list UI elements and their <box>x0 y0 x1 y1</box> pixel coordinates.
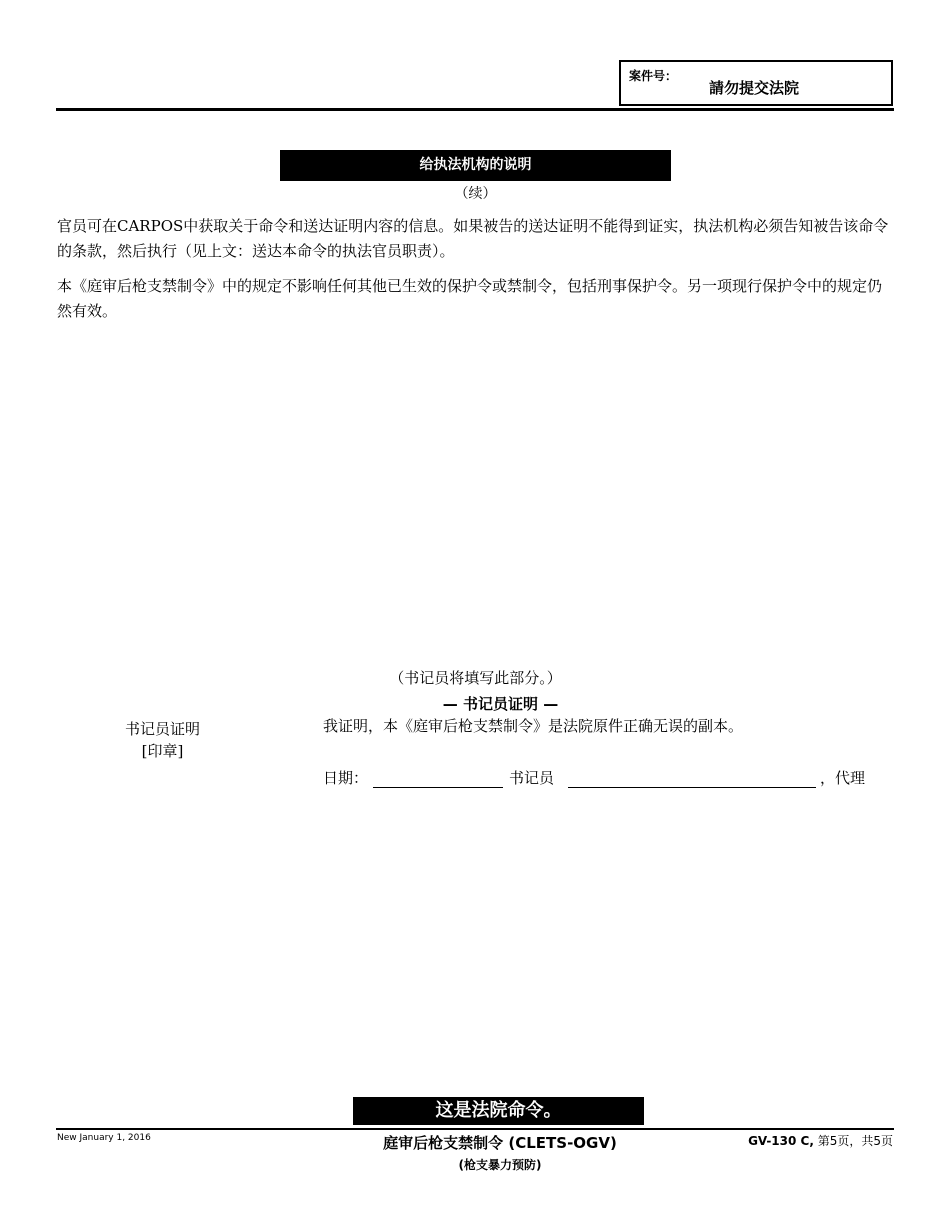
header-rule <box>56 108 894 111</box>
clerk-name-field[interactable] <box>568 787 816 788</box>
form-title: 庭审后枪支禁制令 (CLETS-OGV) <box>383 1134 617 1152</box>
clerk-note: （书记员将填写此部分。） <box>389 669 562 687</box>
footer-rule <box>56 1128 894 1130</box>
case-number-label: 案件号： <box>629 69 678 83</box>
section-title: 给执法机构的说明 <box>280 150 671 181</box>
date-field[interactable] <box>373 787 503 788</box>
case-number-box <box>619 60 893 106</box>
clerk-label: 书记员 <box>509 769 555 787</box>
section-subtitle: （续） <box>454 186 497 202</box>
seal-label-line1: 书记员证明 <box>124 720 200 738</box>
certify-statement: 我证明，本《庭审后枪支禁制令》是法院原件正确无误的副本。 <box>323 717 744 735</box>
court-order-banner: 这是法院命令。 <box>353 1097 644 1125</box>
revision-date: New January 1, 2016 <box>57 1133 151 1143</box>
case-number-value: 請勿提交法院 <box>709 79 800 97</box>
clerk-seal-area <box>100 718 225 762</box>
paragraph-carpos: 官员可在CARPOS中获取关于命令和送达证明内容的信息。如果被告的送达证明不能得到证实，执法机构必须告知被告该命令的条款，然后执行（见上文：送达本命令的执法官员职责）。 <box>57 217 889 260</box>
form-number: GV-130 C, <box>748 1134 814 1148</box>
paragraph-other-orders: 本《庭审后枪支禁制令》中的规定不影响任何其他已生效的保护令或禁制令，包括刑事保护令。另一项现行保护令中的规定仍然有效。 <box>57 277 883 320</box>
form-id <box>748 1132 893 1149</box>
clerk-certificate-heading: — 书记员证明 — <box>442 695 559 713</box>
deputy-label: ，代理 <box>820 769 866 787</box>
date-clerk-row <box>323 767 883 791</box>
date-label: 日期： <box>323 769 369 787</box>
form-subtitle: (枪支暴力预防) <box>458 1158 542 1172</box>
seal-label-line2: [印章] <box>141 742 184 760</box>
page-info: 第5页，共5页 <box>813 1134 893 1148</box>
